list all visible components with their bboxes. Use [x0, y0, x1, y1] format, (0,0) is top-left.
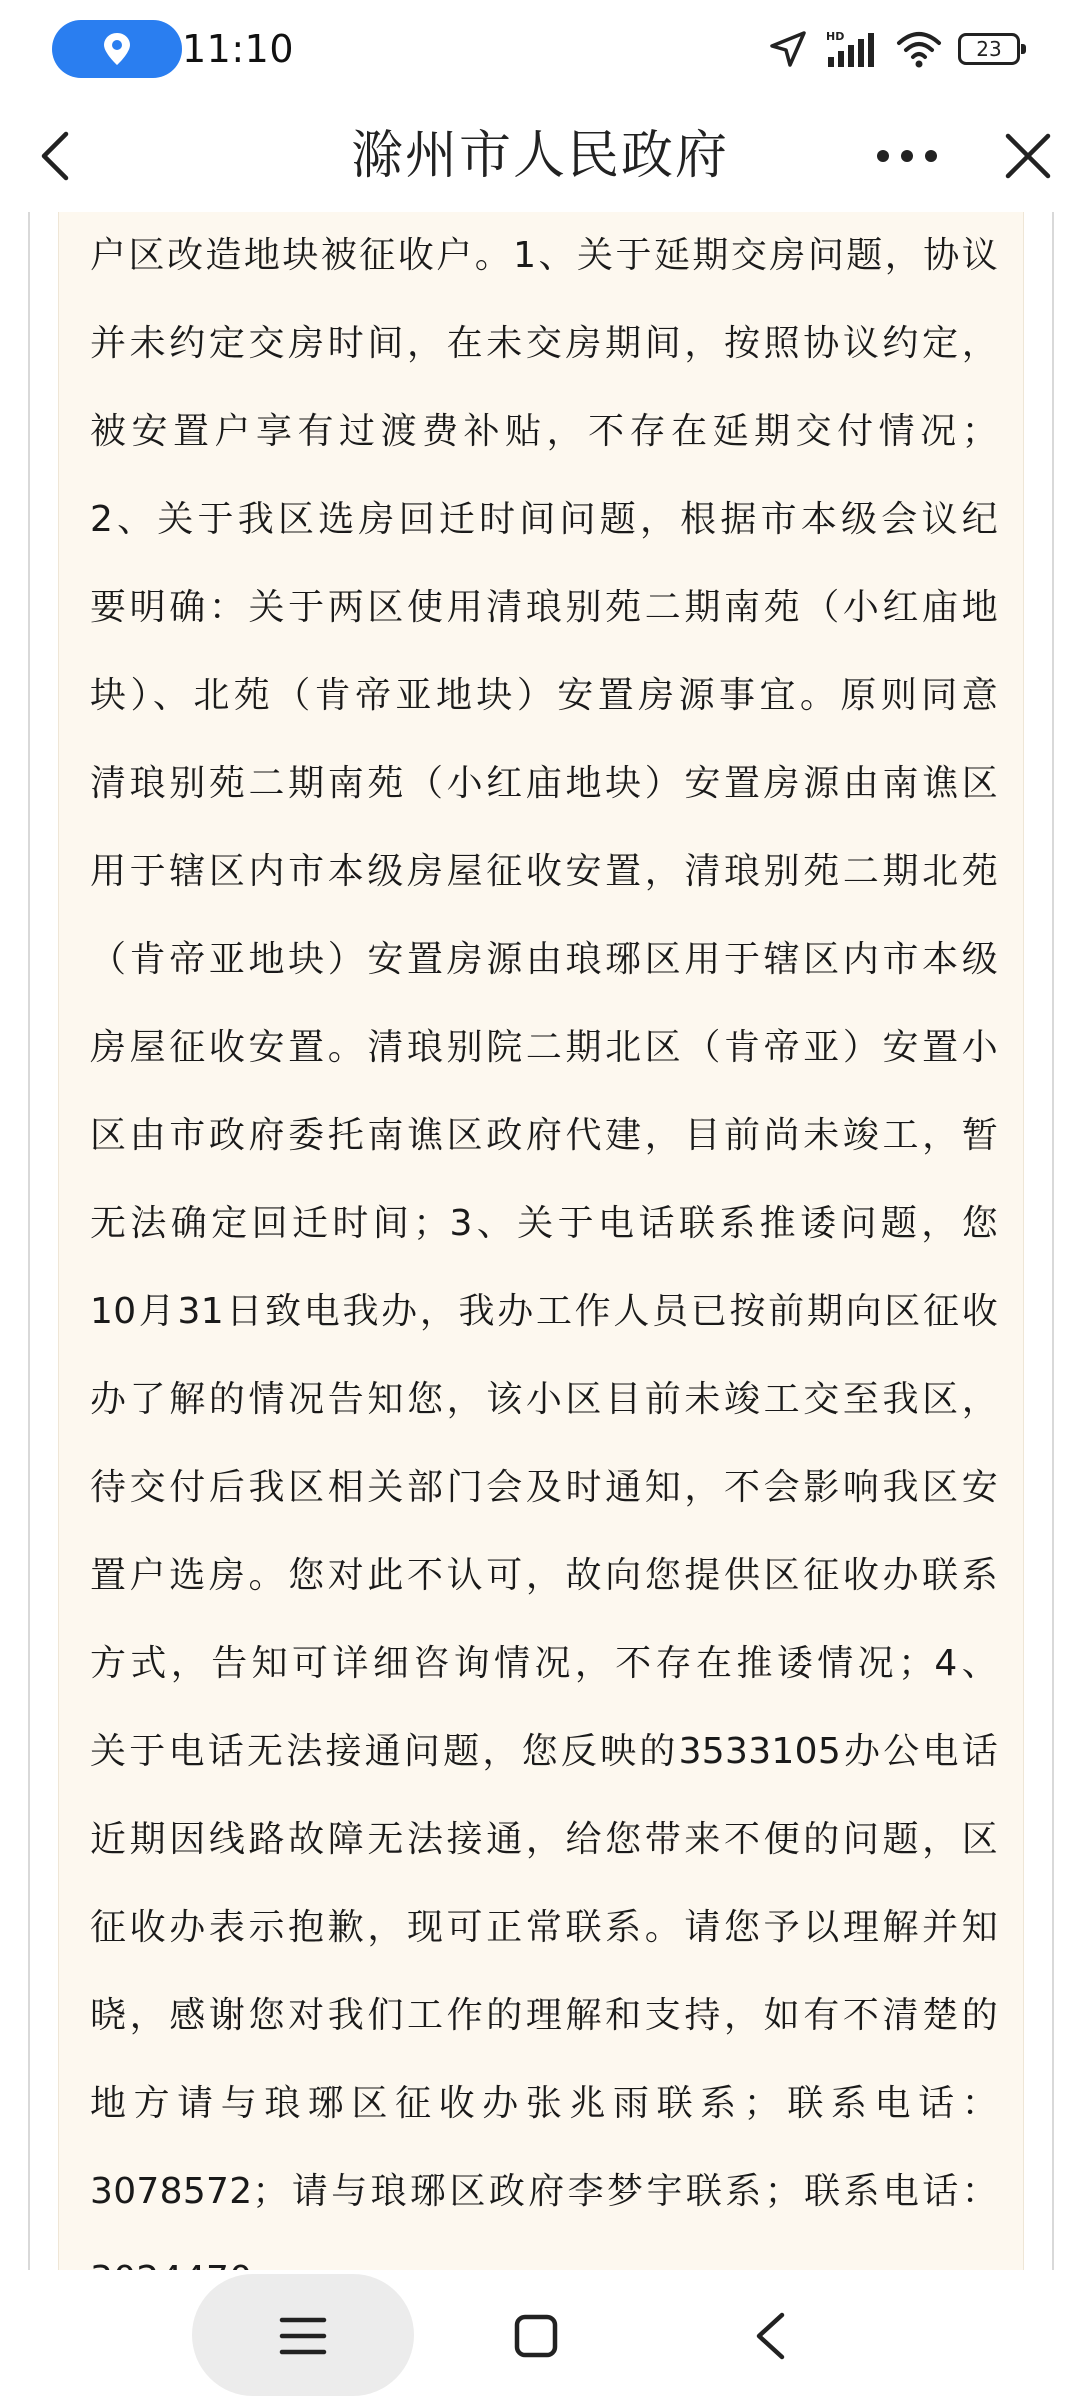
text-line: 块）、北苑（肯帝亚地块）安置房源事宜。原则同意 [90, 675, 998, 716]
text-line: 方式，告知可详细咨询情况，不存在推诿情况；4、 [90, 1643, 998, 1684]
back-triangle-icon[interactable] [750, 2310, 790, 2362]
text-line: 晓，感谢您对我们工作的理解和支持，如有不清楚的 [90, 1995, 998, 2036]
page-title: 滁州市人民政府 [350, 126, 729, 186]
status-bar [0, 0, 1080, 100]
text-line: 近期因线路故障无法接通，给您带来不便的问题，区 [90, 1819, 998, 1860]
right-border [1052, 212, 1054, 2270]
battery-icon [958, 33, 1020, 65]
battery-level: 23 [976, 37, 1002, 61]
text-line: 户区改造地块被征收户。1、关于延期交房问题，协议 [90, 235, 998, 276]
text-line: 2、关于我区选房回迁时间问题，根据市本级会议纪 [90, 499, 998, 540]
text-line: 置户选房。您对此不认可，故向您提供区征收办联系 [90, 1555, 998, 1596]
wifi-icon [896, 29, 942, 69]
article-content[interactable] [0, 212, 1080, 2270]
text-line: 房屋征收安置。清琅别院二期北区（肯帝亚）安置小 [90, 1027, 998, 1068]
svg-text:HD: HD [826, 30, 845, 43]
text-line: （肯帝亚地块）安置房源由琅琊区用于辖区内市本级 [90, 939, 998, 980]
location-pin-icon [100, 31, 134, 67]
text-line: 要明确：关于两区使用清琅别苑二期南苑（小红庙地 [90, 587, 998, 628]
menu-icon[interactable] [278, 2314, 328, 2358]
location-pill[interactable] [52, 20, 182, 78]
left-border [28, 212, 30, 2270]
text-line: 无法确定回迁时间；3、关于电话联系推诿问题，您 [90, 1203, 998, 1244]
more-dots-icon[interactable] [872, 132, 942, 180]
text-line: 3078572；请与琅琊区政府李梦宇联系；联系电话： [90, 2171, 998, 2212]
status-time: 11:10 [182, 27, 295, 71]
text-line: 关于电话无法接通问题，您反映的3533105办公电话 [90, 1731, 998, 1772]
text-line: 办了解的情况告知您，该小区目前未竣工交至我区， [90, 1379, 998, 1420]
title-bar [0, 100, 1080, 212]
text-line: 用于辖区内市本级房屋征收安置，清琅别苑二期北苑 [90, 851, 998, 892]
text-line: 10月31日致电我办，我办工作人员已按前期向区征收 [90, 1291, 998, 1332]
system-nav-bar [0, 2270, 1080, 2400]
reply-text [90, 212, 998, 2324]
text-line: 待交付后我区相关部门会及时通知，不会影响我区安 [90, 1467, 998, 1508]
text-line: 清琅别苑二期南苑（小红庙地块）安置房源由南谯区 [90, 763, 998, 804]
text-line: 地方请与琅琊区征收办张兆雨联系；联系电话： [90, 2083, 998, 2124]
status-icons [768, 24, 1020, 74]
hd-signal-icon [824, 29, 880, 69]
close-icon[interactable] [998, 126, 1058, 186]
text-line: 区由市政府委托南谯区政府代建，目前尚未竣工，暂 [90, 1115, 998, 1156]
text-line: 并未约定交房时间，在未交房期间，按照协议约定， [90, 323, 998, 364]
text-line: 被安置户享有过渡费补贴，不存在延期交付情况； [90, 411, 998, 452]
navigation-arrow-icon [768, 29, 808, 69]
text-line: 征收办表示抱歉，现可正常联系。请您予以理解并知 [90, 1907, 998, 1948]
home-square-icon[interactable] [512, 2312, 560, 2360]
